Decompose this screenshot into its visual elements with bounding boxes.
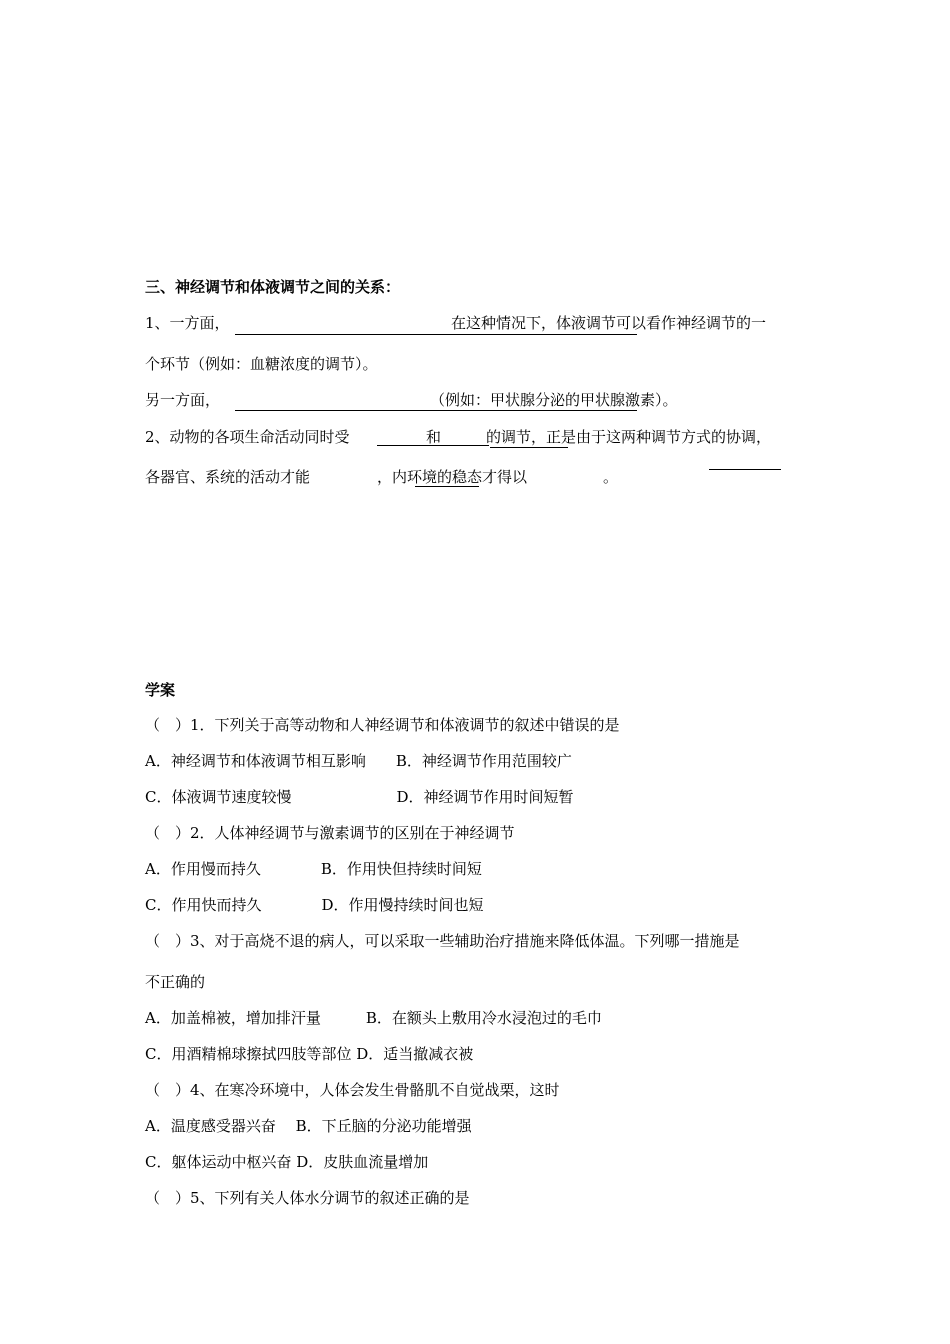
question-line: （ ）5、下列有关人体水分调节的叙述正确的是	[145, 1189, 470, 1207]
question-line: （ ）4、在寒冷环境中，人体会发生骨骼肌不自觉战栗，这时	[145, 1081, 560, 1099]
p3-prefix: 2、动物的各项生命活动同时受	[145, 428, 350, 446]
question-line: C．用酒精棉球擦拭四肢等部位 D．适当撤减衣被	[145, 1045, 474, 1063]
p4-end: 。	[603, 468, 619, 486]
section-heading: 三、神经调节和体液调节之间的关系：	[145, 278, 401, 296]
question-line: C．作用快而持久 D．作用慢持续时间也短	[145, 896, 484, 914]
blank-line-1	[235, 334, 637, 335]
paragraph-2	[145, 390, 220, 410]
blank-line-6	[709, 469, 781, 470]
question-line: （ ）2．人体神经调节与激素调节的区别在于神经调节	[145, 824, 515, 842]
p2-suffix: （例如：甲状腺分泌的甲状腺激素）。	[430, 391, 678, 409]
p1-prefix: 1、一方面，	[145, 314, 230, 332]
p3-and: 和	[426, 428, 442, 446]
question-line: A．神经调节和体液调节相互影响 B．神经调节作用范围较广	[145, 752, 572, 770]
question-line: A．加盖棉被，增加排汗量 B．在额头上敷用冷水浸泡过的毛巾	[145, 1009, 602, 1027]
question-line: （ ）3、对于高烧不退的病人，可以采取一些辅助治疗措施来降低体温。下列哪一措施是	[145, 932, 740, 950]
question-line: A．温度感受器兴奋 B．下丘脑的分泌功能增强	[145, 1117, 472, 1135]
xuean-heading: 学案	[145, 681, 176, 699]
blank-line-5	[415, 486, 479, 487]
paragraph-1-line-2: 个环节（例如：血糖浓度的调节）。	[145, 355, 378, 373]
p3-suffix: 的调节，正是由于这两种调节方式的协调，	[486, 428, 772, 446]
p2-prefix: 另一方面，	[145, 391, 221, 409]
blank-line-2	[235, 410, 637, 411]
p1-suffix: 在这种情况下，体液调节可以看作神经调节的一	[451, 314, 767, 332]
question-line: C．体液调节速度较慢 D．神经调节作用时间短暂	[145, 788, 574, 806]
paragraph-4	[145, 467, 310, 487]
question-line: C．躯体运动中枢兴奋 D．皮肤血流量增加	[145, 1153, 429, 1171]
question-line: A．作用慢而持久 B．作用快但持续时间短	[145, 860, 482, 878]
question-line: 不正确的	[145, 973, 206, 991]
p4-prefix: 各器官、系统的活动才能	[145, 468, 311, 486]
question-line: （ ）1．下列关于高等动物和人神经调节和体液调节的叙述中错误的是	[145, 716, 620, 734]
p4-middle: ，内环境的稳态才得以	[377, 468, 528, 486]
paragraph-3	[145, 427, 350, 447]
blank-line-4	[490, 447, 568, 448]
paragraph-1-line-1	[145, 313, 230, 333]
